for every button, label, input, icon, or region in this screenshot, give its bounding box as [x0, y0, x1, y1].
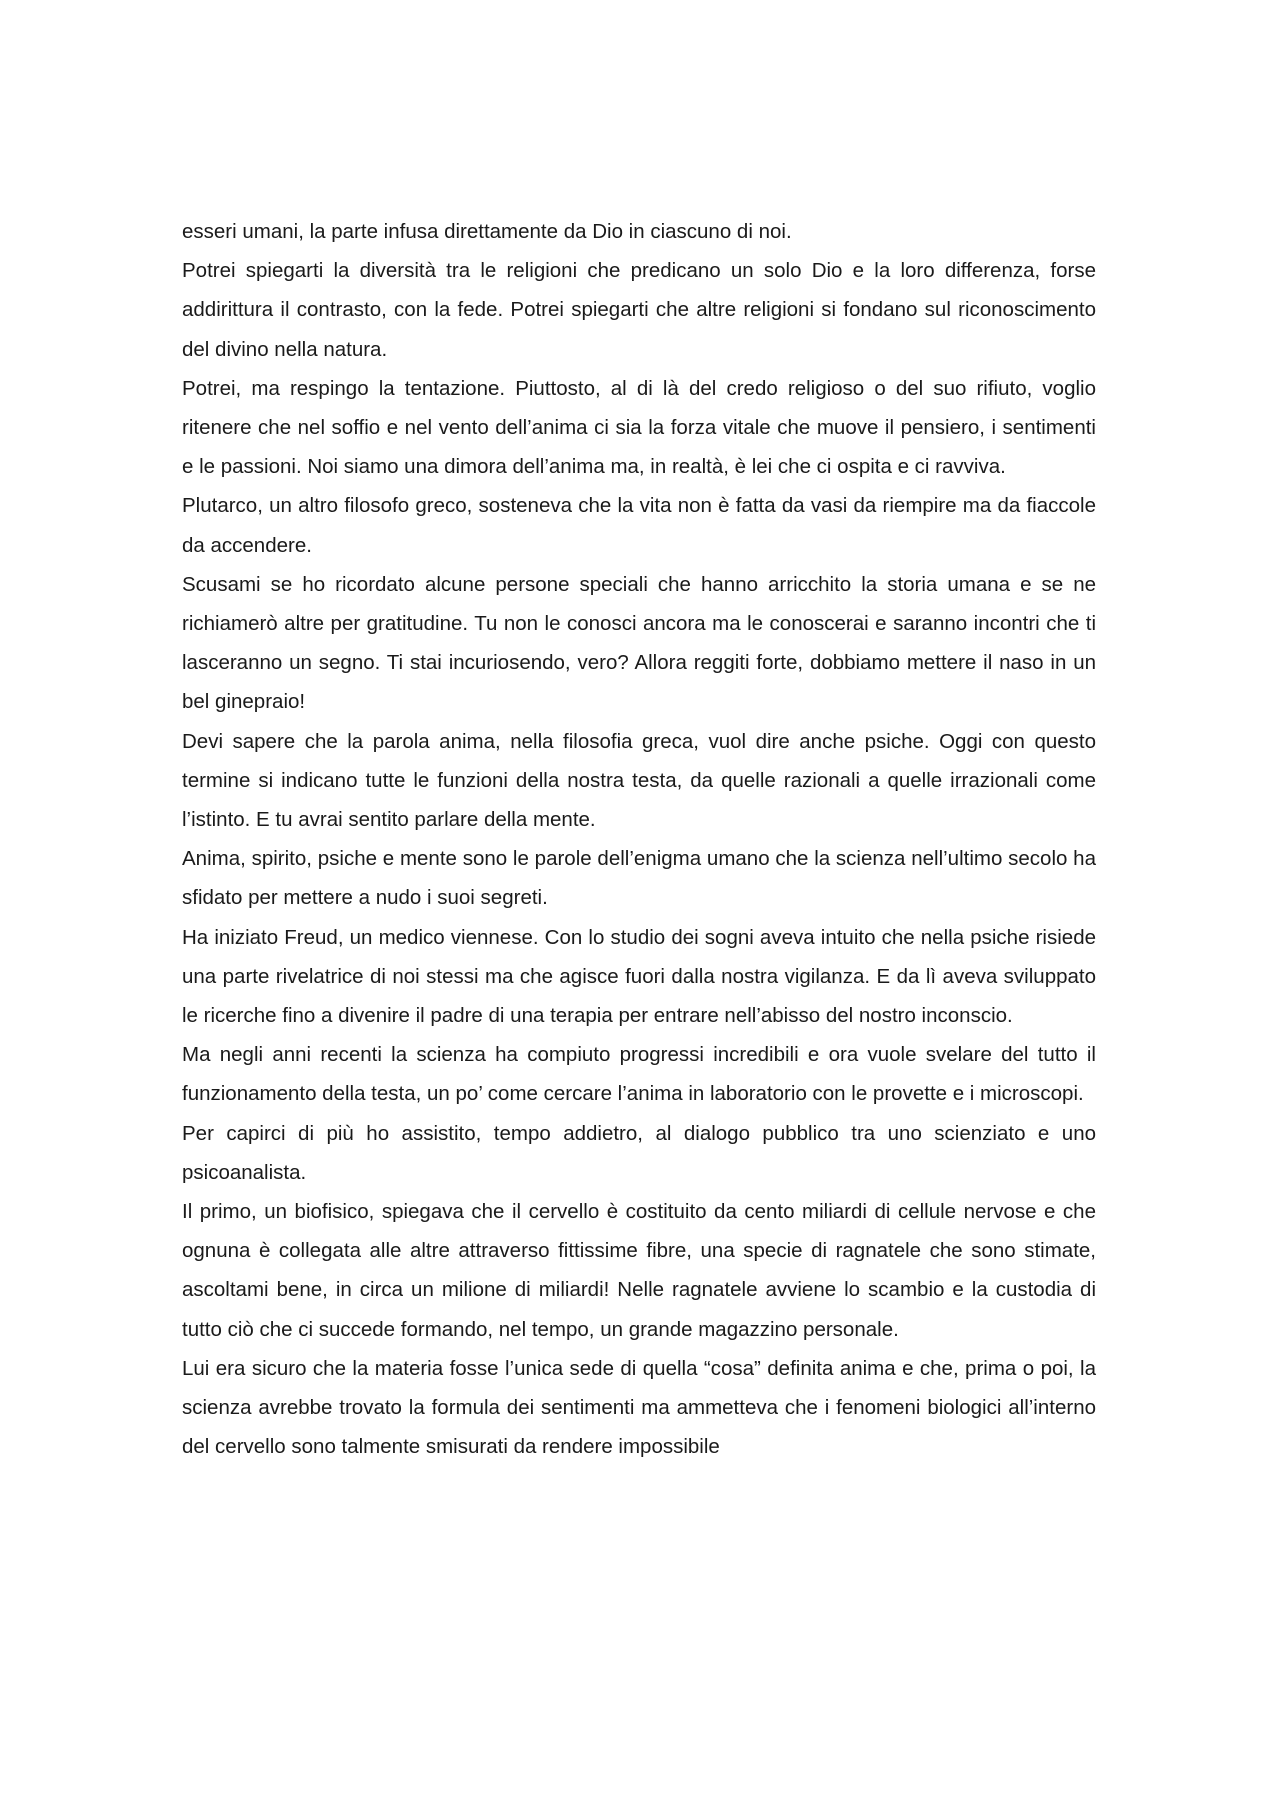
- paragraph-3: Potrei, ma respingo la tentazione. Piuttosto, al di là del credo religioso o del suo rifiuto, voglio ritenere che nel soffio e nel vento dell’anima ci sia la forza vitale che muove il pensiero, i sentimenti e le passioni. Noi siamo una dimora dell’anima ma, in realtà, è lei che ci ospita e ci ravviva.: [182, 376, 1096, 479]
- paragraph-2: Potrei spiegarti la diversità tra le religioni che predicano un solo Dio e la loro differenza, forse addirittura il contrasto, con la fede. Potrei spiegarti che altre religioni si fondano sul riconoscimento del divino nella natura.: [182, 259, 1096, 361]
- document-page: [182, 212, 1096, 1467]
- paragraph-8: Ha iniziato Freud, un medico viennese. Con lo studio dei sogni aveva intuito che nella psiche risiede una parte rivelatrice di noi stessi ma che agisce fuori dalla nostra vigilanza. E da lì aveva sviluppato le ricerche fino a divenire il padre di una terapia per entrare nell’abisso del nostro inconscio.: [182, 925, 1096, 1028]
- paragraph-1: esseri umani, la parte infusa direttamente da Dio in ciascuno di noi.: [182, 220, 792, 243]
- paragraph-5: Scusami se ho ricordato alcune persone speciali che hanno arricchito la storia umana e se ne richiamerò altre per gratitudine. Tu non le conosci ancora ma le conoscerai e saranno incontri che ti lasceranno un segno. Ti stai incuriosendo, vero? Allora reggiti forte, dobbiamo mettere il naso in un bel ginepraio!: [182, 572, 1096, 714]
- paragraph-6: Devi sapere che la parola anima, nella filosofia greca, vuol dire anche psiche. Oggi con questo termine si indicano tutte le funzioni della nostra testa, da quelle razionali a quelle irrazionali come l’istinto. E tu avrai sentito parlare della mente.: [182, 729, 1096, 832]
- paragraph-10: Per capirci di più ho assistito, tempo addietro, al dialogo pubblico tra uno scienziato e uno psicoanalista.: [182, 1121, 1096, 1184]
- paragraph-7: Anima, spirito, psiche e mente sono le parole dell’enigma umano che la scienza nell’ultimo secolo ha sfidato per mettere a nudo i suoi segreti.: [182, 847, 1096, 910]
- paragraph-4: Plutarco, un altro filosofo greco, sosteneva che la vita non è fatta da vasi da riempire ma da fiaccole da accendere.: [182, 494, 1096, 557]
- paragraph-9: Ma negli anni recenti la scienza ha compiuto progressi incredibili e ora vuole svelare del tutto il funzionamento della testa, un po’ come cercare l’anima in laboratorio con le provette e i microscopi.: [182, 1043, 1096, 1106]
- paragraph-12: Lui era sicuro che la materia fosse l’unica sede di quella “cosa” definita anima e che, prima o poi, la scienza avrebbe trovato la formula dei sentimenti ma ammetteva che i fenomeni biologici all’interno del cervello sono talmente smisurati da rendere impossibile: [182, 1356, 1096, 1459]
- paragraph-11: Il primo, un biofisico, spiegava che il cervello è costituito da cento miliardi di cellule nervose e che ognuna è collegata alle altre attraverso fittissime fibre, una specie di ragnatele che sono stimate, ascoltami bene, in circa un milione di miliardi! Nelle ragnatele avviene lo scambio e la custodia di tutto ciò che ci succede formando, nel tempo, un grande magazzino personale.: [182, 1200, 1096, 1341]
